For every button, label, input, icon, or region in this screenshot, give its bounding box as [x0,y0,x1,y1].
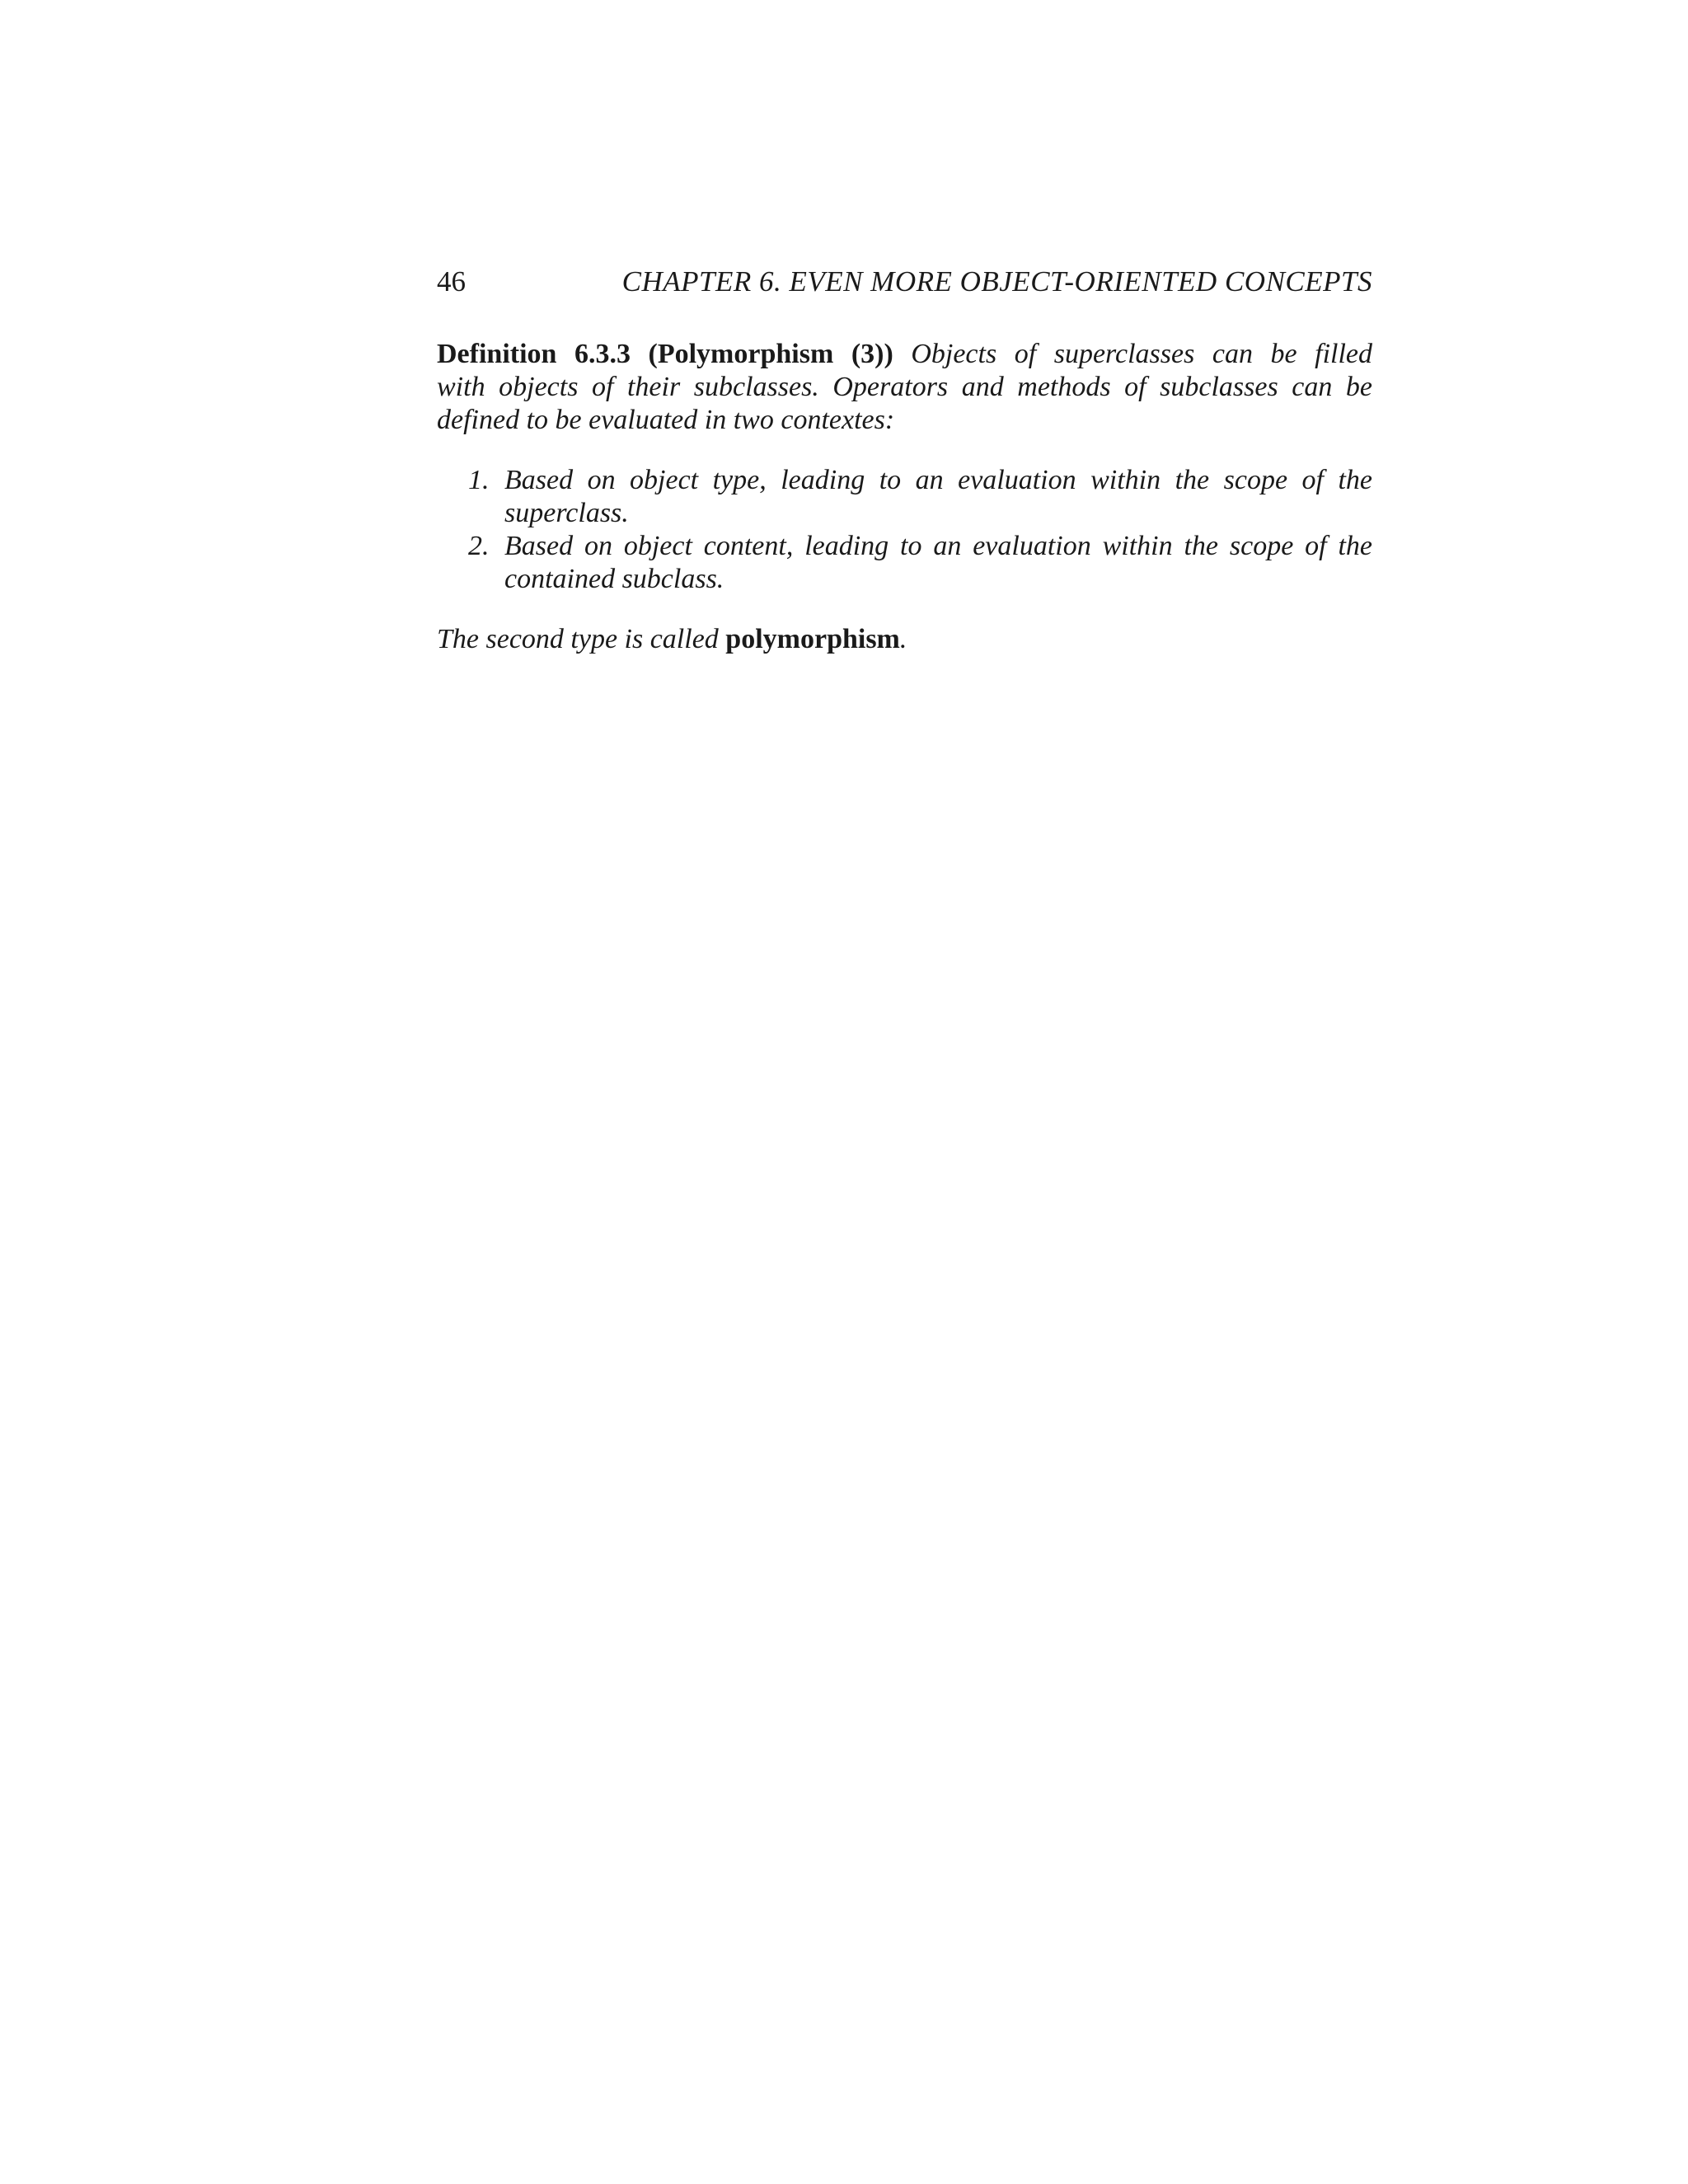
list-item [437,530,1372,596]
definition-list [437,464,1372,596]
definition-intro-line-3: defined to be evaluated in two contextes: [437,405,895,435]
closing-text: The second type is called [437,624,719,654]
list-marker: 1. [468,465,490,495]
list-item-line: contained subclass. [504,564,724,594]
list-item [437,464,1372,530]
definition-closing [437,623,1372,656]
definition-block [437,338,1372,656]
page-number: 46 [437,265,466,298]
list-item-line: Based on object content, leading to an evaluation within the scope of the [504,531,1372,561]
definition-intro-line-1: Objects of superclasses can be filled [911,339,1373,369]
running-header [437,262,1372,302]
list-marker: 2. [468,531,490,561]
definition-label: Definition 6.3.3 (Polymorphism (3)) [437,339,893,369]
list-item-line: superclass. [504,498,629,528]
definition-first-line [437,338,1372,371]
closing-punctuation: . [899,624,907,654]
defined-term: polymorphism [725,624,900,654]
definition-intro-line-2: with objects of their subclasses. Operators and methods of subclasses can be [437,372,1372,402]
list-item-line: Based on object type, leading to an evaluation within the scope of the [504,465,1372,495]
chapter-title: CHAPTER 6. EVEN MORE OBJECT-ORIENTED CONCEPTS [621,265,1372,298]
